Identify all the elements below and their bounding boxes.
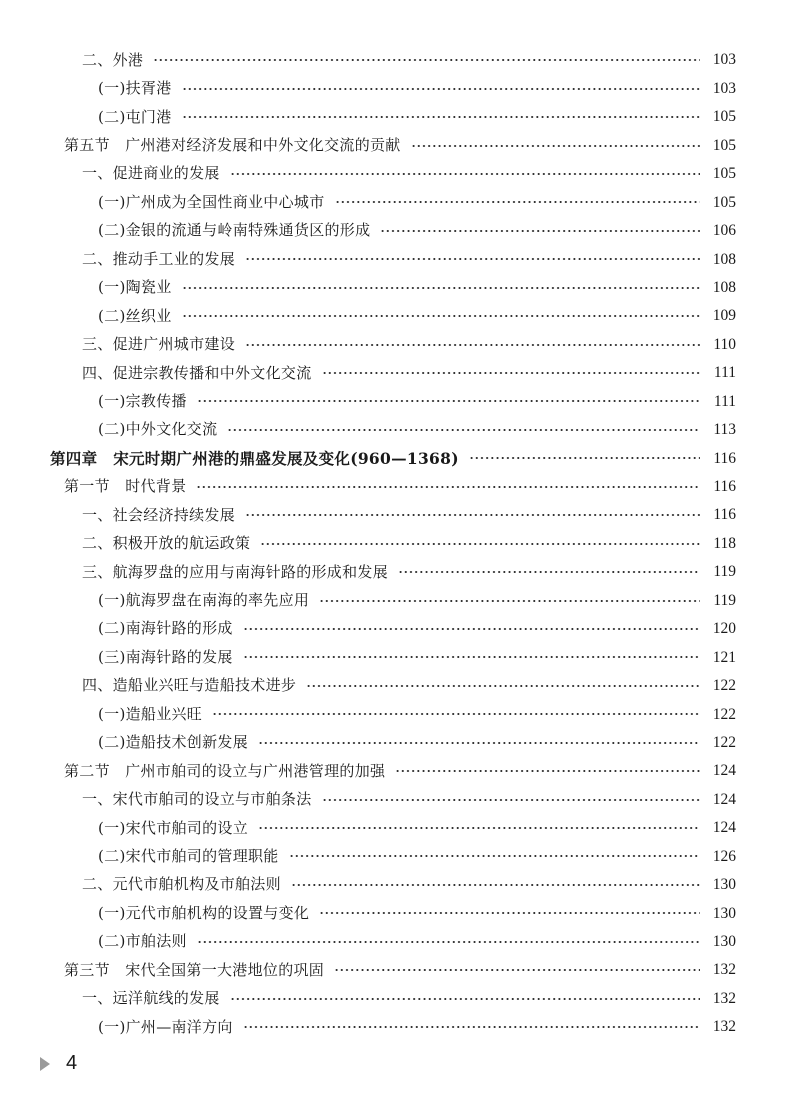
- toc-entry-page-number: 103: [712, 51, 736, 69]
- dot-leader: [334, 966, 700, 974]
- toc-entry-title: 一、促进商业的发展: [82, 164, 220, 183]
- toc-entry-title: (三)南海针路的发展: [98, 647, 233, 666]
- toc-entry-sub[interactable]: [0, 274, 790, 302]
- dot-leader: [289, 852, 700, 860]
- page-number: 4: [66, 1052, 78, 1074]
- toc-entry-sub[interactable]: [0, 103, 790, 131]
- toc-entry-title: (二)丝织业: [98, 306, 172, 325]
- dot-leader: [243, 653, 700, 661]
- toc-entry-item[interactable]: [0, 558, 790, 586]
- toc-entry-sub[interactable]: [0, 1013, 790, 1041]
- toc-entry-page-number: 108: [712, 278, 736, 296]
- dot-leader: [197, 397, 700, 405]
- toc-entry-title: (一)宗教传播: [98, 391, 187, 410]
- toc-entry-page-number: 119: [713, 591, 736, 609]
- toc-entry-page-number: 132: [712, 1018, 736, 1036]
- toc-entry-title: 一、远洋航线的发展: [82, 989, 220, 1008]
- dot-leader: [398, 568, 700, 576]
- toc-entry-page-number: 124: [712, 762, 736, 780]
- toc-entry-title: 二、推动手工业的发展: [82, 249, 236, 268]
- toc-entry-title: (一)广州成为全国性商业中心城市: [98, 192, 325, 211]
- toc-entry-sub[interactable]: [0, 74, 790, 102]
- toc-entry-page-number: 118: [713, 534, 736, 552]
- toc-entry-page-number: 119: [713, 563, 736, 581]
- dot-leader: [245, 511, 700, 519]
- toc-entry-page-number: 105: [712, 136, 736, 154]
- toc-entry-page-number: 111: [713, 392, 736, 410]
- dot-leader: [322, 796, 700, 804]
- toc-entry-page-number: 124: [712, 790, 736, 808]
- toc-entry-page-number: 111: [713, 364, 736, 382]
- dot-leader: [212, 710, 700, 718]
- toc-entry-title: 一、宋代市舶司的设立与市舶条法: [82, 790, 312, 809]
- toc-entry-item[interactable]: [0, 46, 790, 74]
- toc-entry-title: (二)金银的流通与岭南特殊通货区的形成: [98, 221, 371, 240]
- dot-leader: [196, 483, 700, 491]
- toc-entry-page-number: 106: [712, 222, 736, 240]
- toc-entry-page-number: 130: [712, 933, 736, 951]
- dot-leader: [395, 767, 700, 775]
- toc-entry-title: (二)市舶法则: [98, 932, 187, 951]
- toc-entry-item[interactable]: [0, 529, 790, 557]
- dot-leader: [291, 881, 700, 889]
- dot-leader: [306, 682, 700, 690]
- dot-leader: [153, 56, 700, 64]
- toc-entry-title: 第四章 宋元时期广州港的鼎盛发展及变化(960—1368): [50, 448, 459, 468]
- toc-entry-title: (二)中外文化交流: [98, 420, 218, 439]
- dot-leader: [322, 369, 700, 377]
- toc-entry-page-number: 116: [713, 506, 736, 524]
- toc-entry-title: (一)陶瓷业: [98, 278, 172, 297]
- toc-entry-page-number: 122: [712, 677, 736, 695]
- dot-leader: [197, 938, 700, 946]
- toc-entry-page-number: 116: [713, 478, 736, 496]
- toc-entry-section[interactable]: [0, 131, 790, 159]
- toc-entry-sub[interactable]: [0, 217, 790, 245]
- toc-entry-title: 二、外港: [82, 50, 144, 69]
- toc-entry-page-number: 124: [712, 819, 736, 837]
- dot-leader: [258, 739, 700, 747]
- toc-entry-section[interactable]: [0, 473, 790, 501]
- toc-entry-title: 第一节 时代背景: [64, 477, 187, 496]
- dot-leader: [182, 312, 700, 320]
- toc-entry-page-number: 120: [712, 620, 736, 638]
- dot-leader: [182, 113, 700, 121]
- toc-entry-title: 二、积极开放的航运政策: [82, 534, 251, 553]
- toc-entry-sub[interactable]: [0, 643, 790, 671]
- dot-leader: [182, 85, 700, 93]
- toc-entry-sub[interactable]: [0, 615, 790, 643]
- dot-leader: [319, 597, 700, 605]
- toc-entry-page-number: 132: [712, 989, 736, 1007]
- toc-entry-title: 一、社会经济持续发展: [82, 505, 236, 524]
- toc-entry-sub[interactable]: [0, 586, 790, 614]
- dot-leader: [411, 142, 700, 150]
- toc-entry-item[interactable]: [0, 672, 790, 700]
- toc-entry-page-number: 105: [712, 108, 736, 126]
- toc-entry-page-number: 116: [713, 449, 736, 467]
- toc-entry-page-number: 122: [712, 705, 736, 723]
- dot-leader: [380, 227, 700, 235]
- toc-entry-title: 四、促进宗教传播和中外文化交流: [82, 363, 312, 382]
- toc-entry-sub[interactable]: [0, 700, 790, 728]
- toc-entry-title: 三、促进广州城市建设: [82, 335, 236, 354]
- toc-entry-item[interactable]: [0, 871, 790, 899]
- dot-leader: [243, 1023, 700, 1031]
- toc-entry-page-number: 108: [712, 250, 736, 268]
- toc-entry-sub[interactable]: [0, 729, 790, 757]
- toc-entry-title: (一)航海罗盘在南海的率先应用: [98, 591, 310, 610]
- toc-entry-title: (二)屯门港: [98, 107, 172, 126]
- toc-entry-sub[interactable]: [0, 814, 790, 842]
- toc-entry-page-number: 105: [712, 193, 736, 211]
- toc-entry-chapter[interactable]: [0, 444, 790, 472]
- toc-entry-sub[interactable]: [0, 899, 790, 927]
- toc-entry-title: 三、航海罗盘的应用与南海针路的形成和发展: [82, 562, 389, 581]
- toc-entry-title: (二)造船技术创新发展: [98, 733, 249, 752]
- dot-leader: [227, 426, 700, 434]
- toc-entry-sub[interactable]: [0, 387, 790, 415]
- toc-entry-item[interactable]: [0, 245, 790, 273]
- toc-entry-page-number: 113: [713, 421, 736, 439]
- toc-entry-item[interactable]: [0, 330, 790, 358]
- toc-entry-page-number: 126: [712, 847, 736, 865]
- toc-entry-title: (一)造船业兴旺: [98, 704, 203, 723]
- dot-leader: [258, 824, 700, 832]
- toc-entry-section[interactable]: [0, 757, 790, 785]
- toc-entry-title: 第三节 宋代全国第一大港地位的巩固: [64, 960, 325, 979]
- dot-leader: [335, 198, 700, 206]
- dot-leader: [260, 540, 700, 548]
- toc-entry-title: (二)宋代市舶司的管理职能: [98, 846, 279, 865]
- dot-leader: [230, 170, 700, 178]
- toc-entry-item[interactable]: [0, 501, 790, 529]
- toc-entry-item[interactable]: [0, 160, 790, 188]
- toc-entry-sub[interactable]: [0, 302, 790, 330]
- dot-leader: [243, 625, 700, 633]
- toc-entry-page-number: 130: [712, 876, 736, 894]
- toc-entry-sub[interactable]: [0, 416, 790, 444]
- toc-entry-page-number: 130: [712, 904, 736, 922]
- page-footer: [40, 1052, 77, 1075]
- dot-leader: [469, 454, 700, 462]
- toc-entry-item[interactable]: [0, 984, 790, 1012]
- toc-entry-item[interactable]: [0, 785, 790, 813]
- toc-entry-sub[interactable]: [0, 842, 790, 870]
- toc-entry-sub[interactable]: [0, 928, 790, 956]
- toc-entry-page-number: 122: [712, 733, 736, 751]
- toc-entry-page-number: 105: [712, 165, 736, 183]
- dot-leader: [182, 284, 700, 292]
- toc-entry-page-number: 132: [712, 961, 736, 979]
- toc-entry-page-number: 121: [712, 648, 736, 666]
- toc-entry-item[interactable]: [0, 359, 790, 387]
- dot-leader: [245, 341, 700, 349]
- dot-leader: [245, 255, 700, 263]
- toc-entry-title: 第五节 广州港对经济发展和中外文化交流的贡献: [64, 136, 401, 155]
- toc-entry-title: 第二节 广州市舶司的设立与广州港管理的加强: [64, 761, 386, 780]
- toc-entry-sub[interactable]: [0, 188, 790, 216]
- triangle-right-icon: [40, 1057, 50, 1071]
- toc-entry-section[interactable]: [0, 956, 790, 984]
- toc-entry-page-number: 109: [712, 307, 736, 325]
- toc-entry-title: 二、元代市舶机构及市舶法则: [82, 875, 281, 894]
- toc-entry-title: (一)元代市舶机构的设置与变化: [98, 903, 310, 922]
- toc-entry-title: 四、造船业兴旺与造船技术进步: [82, 676, 297, 695]
- toc-entry-title: (一)扶胥港: [98, 79, 172, 98]
- toc-entry-page-number: 103: [712, 79, 736, 97]
- dot-leader: [319, 909, 700, 917]
- toc-entry-page-number: 110: [713, 335, 736, 353]
- toc-entry-title: (一)宋代市舶司的设立: [98, 818, 249, 837]
- toc-entry-title: (一)广州—南洋方向: [98, 1017, 233, 1036]
- toc-entry-title: (二)南海针路的形成: [98, 619, 233, 638]
- table-of-contents: [0, 46, 790, 1041]
- dot-leader: [230, 995, 700, 1003]
